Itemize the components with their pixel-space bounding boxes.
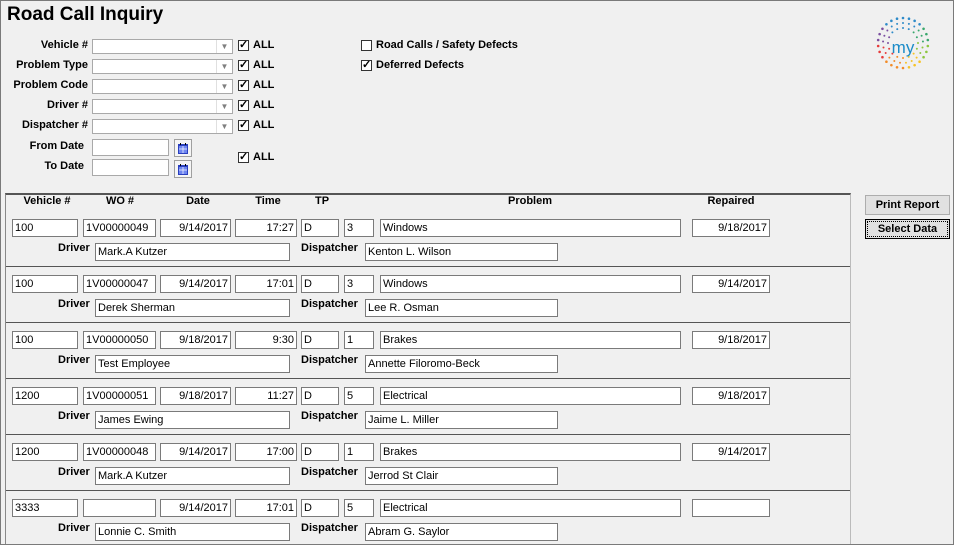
- vehicle-cell[interactable]: 100: [12, 331, 78, 349]
- driver-row-label: Driver: [58, 242, 90, 254]
- dispatcher-select[interactable]: [92, 119, 233, 134]
- time-cell[interactable]: 17:01: [235, 275, 297, 293]
- table-row[interactable]: [6, 491, 850, 544]
- problem-cell[interactable]: Windows: [380, 219, 681, 237]
- driver-cell[interactable]: Lonnie C. Smith: [95, 523, 290, 541]
- date-cell[interactable]: 9/14/2017: [160, 499, 231, 517]
- wo-cell[interactable]: 1V00000051: [83, 387, 156, 405]
- driver-select[interactable]: [92, 99, 233, 114]
- wo-cell[interactable]: 1V00000049: [83, 219, 156, 237]
- results-grid[interactable]: [5, 193, 851, 544]
- date-cell[interactable]: 9/14/2017: [160, 443, 231, 461]
- dispatcher-row-label: Dispatcher: [301, 410, 358, 422]
- vehicle-cell[interactable]: 3333: [12, 499, 78, 517]
- wo-cell[interactable]: [83, 499, 156, 517]
- wo-cell[interactable]: 1V00000048: [83, 443, 156, 461]
- calendar-icon: [178, 143, 188, 154]
- code-cell[interactable]: 1: [344, 443, 374, 461]
- problem-type-all-checkbox[interactable]: ✓: [239, 59, 249, 71]
- print-report-button[interactable]: Print Report: [865, 195, 950, 215]
- deferred-defects-label: Deferred Defects: [376, 59, 465, 71]
- driver-row-label: Driver: [58, 466, 90, 478]
- table-row[interactable]: [6, 435, 850, 491]
- dispatcher-row-label: Dispatcher: [301, 242, 358, 254]
- problem-type-all-label: ALL: [253, 59, 275, 71]
- to-date-calendar-button[interactable]: [174, 160, 192, 178]
- driver-all-label: ALL: [253, 99, 275, 111]
- time-cell[interactable]: 11:27: [235, 387, 297, 405]
- dispatcher-row-label: Dispatcher: [301, 522, 358, 534]
- date-cell[interactable]: 9/14/2017: [160, 275, 231, 293]
- dispatcher-all-label: ALL: [253, 119, 275, 131]
- date-cell[interactable]: 9/18/2017: [160, 387, 231, 405]
- time-cell[interactable]: 17:00: [235, 443, 297, 461]
- date-all-label: ALL: [253, 151, 275, 163]
- code-cell[interactable]: 1: [344, 331, 374, 349]
- vehicle-select[interactable]: [92, 39, 233, 54]
- from-date-input[interactable]: [92, 139, 169, 156]
- calendar-icon: [178, 164, 188, 175]
- dispatcher-row-label: Dispatcher: [301, 298, 358, 310]
- problem-code-select[interactable]: [92, 79, 233, 94]
- to-date-input[interactable]: [92, 159, 169, 176]
- repaired-cell[interactable]: 9/18/2017: [692, 331, 770, 349]
- dispatcher-cell[interactable]: Kenton L. Wilson: [365, 243, 558, 261]
- to-date-label: To Date: [44, 160, 84, 172]
- code-cell[interactable]: 3: [344, 219, 374, 237]
- table-row[interactable]: [6, 211, 850, 267]
- wo-cell[interactable]: 1V00000047: [83, 275, 156, 293]
- driver-all-checkbox[interactable]: ✓: [239, 99, 249, 111]
- vehicle-all-label: ALL: [253, 39, 275, 51]
- vehicle-cell[interactable]: 100: [12, 275, 78, 293]
- tp-cell[interactable]: D: [301, 275, 339, 293]
- repaired-cell[interactable]: 9/18/2017: [692, 387, 770, 405]
- dispatcher-row-label: Dispatcher: [301, 354, 358, 366]
- problem-cell[interactable]: Electrical: [380, 387, 681, 405]
- time-cell[interactable]: 9:30: [235, 331, 297, 349]
- table-row[interactable]: [6, 323, 850, 379]
- date-cell[interactable]: 9/18/2017: [160, 331, 231, 349]
- chevron-down-icon: ▼: [216, 120, 232, 133]
- tp-cell[interactable]: D: [301, 387, 339, 405]
- vehicle-all-checkbox[interactable]: ✓: [239, 39, 249, 51]
- problem-type-label: Problem Type: [16, 59, 88, 71]
- driver-row-label: Driver: [58, 354, 90, 366]
- dispatcher-row-label: Dispatcher: [301, 466, 358, 478]
- col-date: Date: [186, 195, 210, 207]
- dispatcher-cell[interactable]: Lee R. Osman: [365, 299, 558, 317]
- company-logo: [872, 10, 934, 76]
- chevron-down-icon: ▼: [216, 80, 232, 93]
- dispatcher-all-checkbox[interactable]: ✓: [239, 119, 249, 131]
- driver-cell[interactable]: Mark.A Kutzer: [95, 243, 290, 261]
- tp-cell[interactable]: D: [301, 331, 339, 349]
- dispatcher-cell[interactable]: Annette Filoromo-Beck: [365, 355, 558, 373]
- vehicle-cell[interactable]: 1200: [12, 443, 78, 461]
- vehicle-cell[interactable]: 1200: [12, 387, 78, 405]
- code-cell[interactable]: 3: [344, 275, 374, 293]
- road-calls-checkbox[interactable]: [361, 40, 372, 51]
- logo-text: my: [891, 38, 915, 57]
- date-all-checkbox[interactable]: ✓: [239, 151, 249, 163]
- page-title: Road Call Inquiry: [7, 4, 164, 25]
- driver-cell[interactable]: Mark.A Kutzer: [95, 467, 290, 485]
- tp-cell[interactable]: D: [301, 443, 339, 461]
- dispatcher-label: Dispatcher #: [21, 119, 88, 131]
- table-row[interactable]: [6, 267, 850, 323]
- repaired-cell[interactable]: 9/18/2017: [692, 219, 770, 237]
- driver-cell[interactable]: Test Employee: [95, 355, 290, 373]
- col-problem: Problem: [507, 195, 552, 207]
- repaired-cell[interactable]: [692, 499, 770, 517]
- problem-cell[interactable]: Electrical: [380, 499, 681, 517]
- driver-cell[interactable]: Derek Sherman: [95, 299, 290, 317]
- code-cell[interactable]: 5: [344, 499, 374, 517]
- time-cell[interactable]: 17:27: [235, 219, 297, 237]
- driver-row-label: Driver: [58, 298, 90, 310]
- dispatcher-cell[interactable]: Jerrod St Clair: [365, 467, 558, 485]
- problem-cell[interactable]: Brakes: [380, 443, 681, 461]
- chevron-down-icon: ▼: [216, 40, 232, 53]
- driver-row-label: Driver: [58, 522, 90, 534]
- problem-cell[interactable]: Windows: [380, 275, 681, 293]
- driver-cell[interactable]: James Ewing: [95, 411, 290, 429]
- col-vehicle: Vehicle #: [23, 195, 71, 207]
- vehicle-label: Vehicle #: [40, 39, 88, 51]
- chevron-down-icon: ▼: [216, 100, 232, 113]
- problem-cell[interactable]: Brakes: [380, 331, 681, 349]
- col-time: Time: [255, 195, 281, 207]
- driver-row-label: Driver: [58, 410, 90, 422]
- select-data-button[interactable]: Select Data: [865, 219, 950, 239]
- dispatcher-cell[interactable]: Abram G. Saylor: [365, 523, 558, 541]
- problem-code-all-checkbox[interactable]: ✓: [239, 79, 249, 91]
- road-calls-label: Road Calls / Safety Defects: [376, 39, 518, 51]
- problem-type-select[interactable]: [92, 59, 233, 74]
- dispatcher-cell[interactable]: Jaime L. Miller: [365, 411, 558, 429]
- driver-label: Driver #: [47, 99, 88, 111]
- repaired-cell[interactable]: 9/14/2017: [692, 275, 770, 293]
- problem-code-label: Problem Code: [13, 79, 88, 91]
- date-cell[interactable]: 9/14/2017: [160, 219, 231, 237]
- col-wo: WO #: [105, 195, 135, 207]
- repaired-cell[interactable]: 9/14/2017: [692, 443, 770, 461]
- table-row[interactable]: [6, 379, 850, 435]
- col-tp: TP: [314, 195, 330, 207]
- vehicle-cell[interactable]: 100: [12, 219, 78, 237]
- deferred-defects-checkbox[interactable]: ✓: [362, 59, 372, 71]
- code-cell[interactable]: 5: [344, 387, 374, 405]
- tp-cell[interactable]: D: [301, 219, 339, 237]
- from-date-calendar-button[interactable]: [174, 139, 192, 157]
- from-date-label: From Date: [29, 140, 84, 152]
- problem-code-all-label: ALL: [253, 79, 275, 91]
- col-repaired: Repaired: [707, 195, 755, 207]
- wo-cell[interactable]: 1V00000050: [83, 331, 156, 349]
- tp-cell[interactable]: D: [301, 499, 339, 517]
- chevron-down-icon: ▼: [216, 60, 232, 73]
- time-cell[interactable]: 17:01: [235, 499, 297, 517]
